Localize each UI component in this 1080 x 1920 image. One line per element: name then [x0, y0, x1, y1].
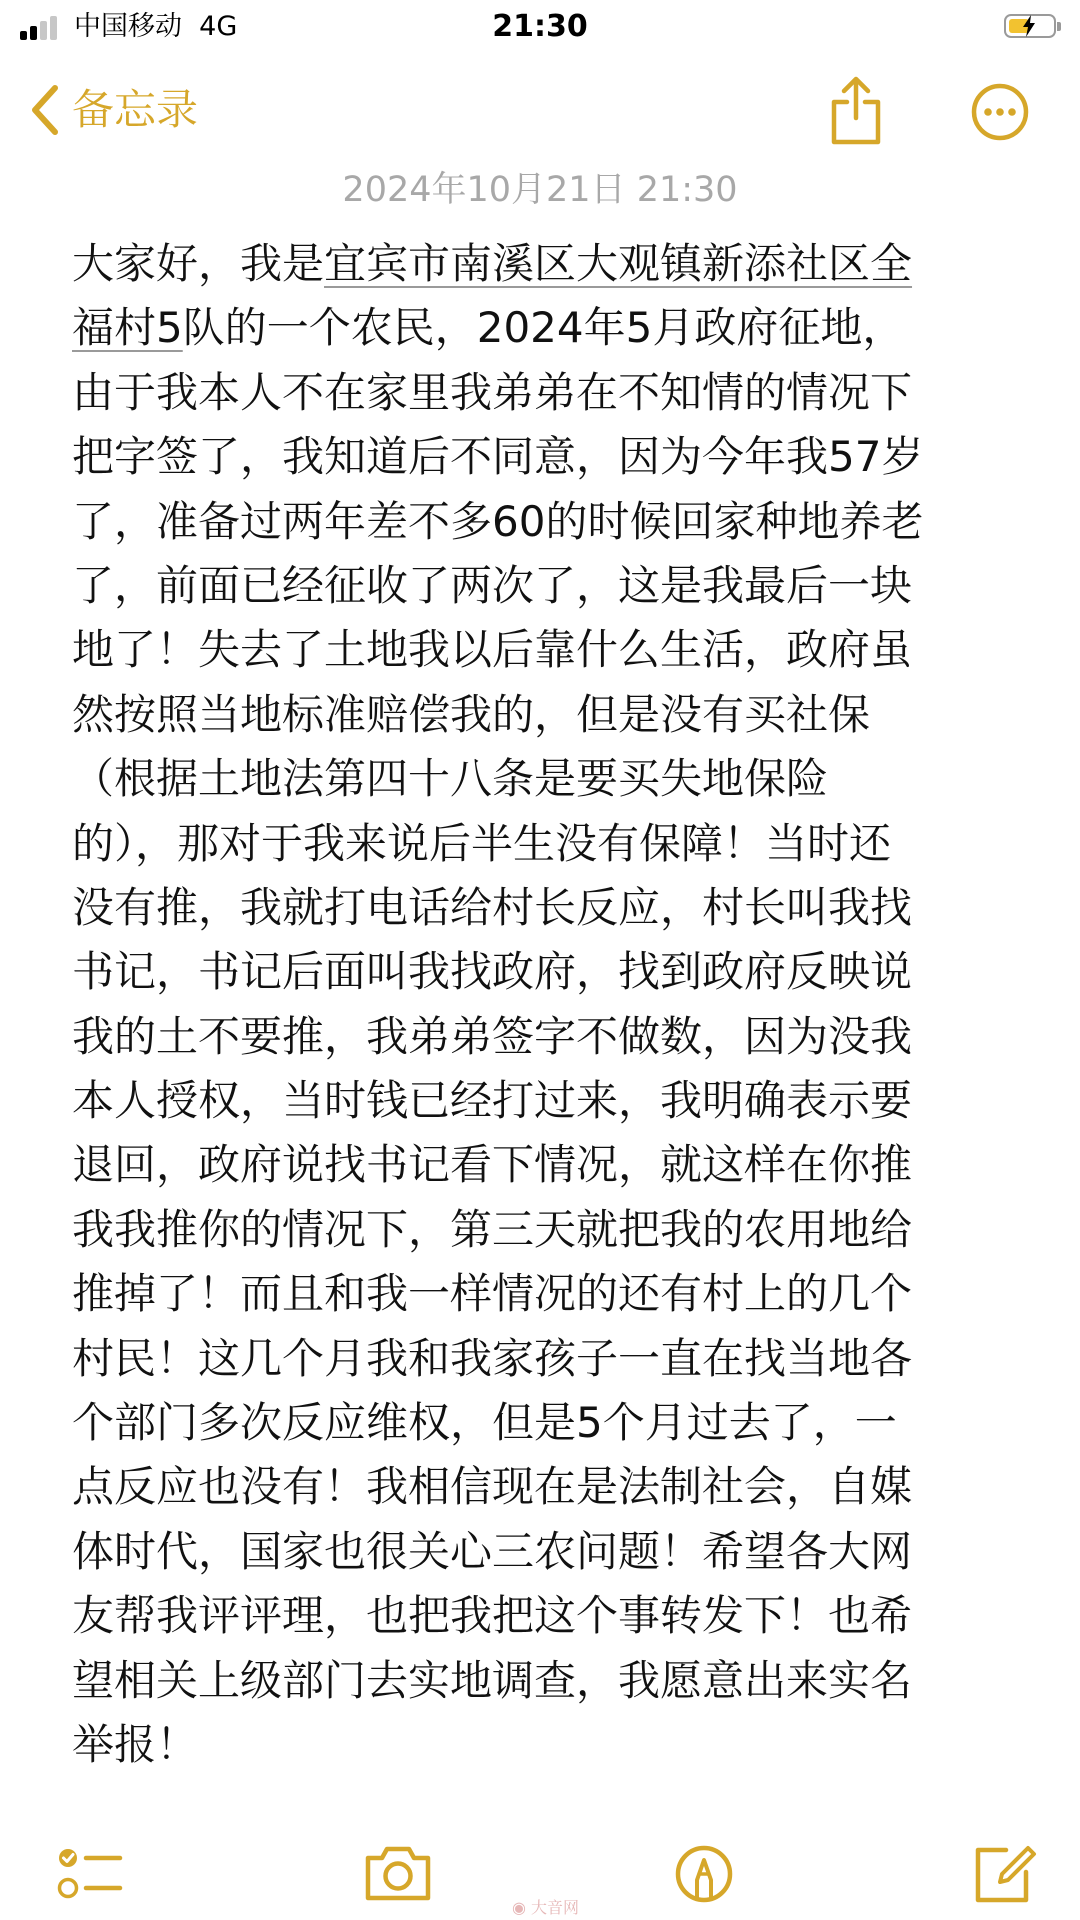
back-label: 备忘录: [72, 85, 199, 134]
share-button[interactable]: [826, 74, 886, 146]
note-date: 2024年10月21日 21:30: [342, 170, 738, 210]
note-line: 举报！: [72, 1719, 199, 1769]
note-line: 村民！这几个月我和我家孩子一直在找当地各: [72, 1333, 913, 1383]
more-button[interactable]: [970, 82, 1030, 142]
note-line: 由于我本人不在家里我弟弟在不知情的情况下: [72, 367, 913, 417]
markup-pen-icon: [668, 1836, 740, 1908]
note-line: 福村5队的一个农民，2024年5月政府征地，: [72, 303, 905, 353]
note-line: 地了！失去了土地我以后靠什么生活，政府虽: [72, 625, 913, 675]
note-line: 了，前面已经征收了两次了，这是我最后一块: [72, 560, 913, 610]
note-line: 点反应也没有！我相信现在是法制社会，自媒: [72, 1462, 913, 1512]
watermark-text: 大音网: [531, 1898, 580, 1917]
charging-bolt-icon: [1020, 14, 1038, 38]
note-line: 没有推，我就打电话给村长反应，村长叫我找: [72, 882, 913, 932]
camera-icon: [362, 1836, 434, 1908]
address-link[interactable]: 宜宾市南溪区大观镇新添社区全: [324, 239, 913, 288]
note-line: 友帮我评评理，也把我把这个事转发下！也希: [72, 1591, 913, 1641]
note-body[interactable]: [72, 232, 1012, 1777]
note-line: 个部门多次反应维权，但是5个月过去了，一: [72, 1398, 897, 1448]
network-type: 4G: [199, 11, 238, 42]
note-line: 本人授权，当时钱已经打过来，我明确表示要: [72, 1076, 913, 1126]
note-line: 我我推你的情况下，第三天就把我的农用地给: [72, 1204, 913, 1254]
camera-button[interactable]: [362, 1836, 434, 1908]
note-line: 退回，政府说找书记看下情况，就这样在你推: [72, 1140, 913, 1190]
status-bar: [0, 0, 1080, 56]
watermark: [512, 1898, 579, 1918]
checklist-icon: [56, 1836, 126, 1908]
note-line: 然按照当地标准赔偿我的，但是没有买社保: [72, 689, 871, 739]
markup-button[interactable]: [668, 1836, 740, 1908]
compose-icon: [966, 1836, 1038, 1908]
battery-icon: [1004, 14, 1056, 38]
address-link[interactable]: 福村5: [72, 303, 183, 353]
note-line: 把字签了，我知道后不同意，因为今年我57岁: [72, 432, 924, 482]
note-line: 推掉了！而且和我一样情况的还有村上的几个: [72, 1269, 913, 1319]
nav-bar: [0, 70, 1080, 150]
note-line: 的），那对于我来说后半生没有保障！当时还: [72, 818, 892, 868]
note-line: 我的土不要推，我弟弟签字不做数，因为没我: [72, 1011, 913, 1061]
note-line: （根据土地法第四十八条是要买失地保险: [72, 754, 829, 804]
note-line: 体时代，国家也很关心三农问题！希望各大网: [72, 1526, 913, 1576]
back-button[interactable]: [30, 80, 198, 140]
note-line: 了，准备过两年差不多60的时候回家种地养老: [72, 496, 924, 546]
share-icon: [826, 74, 886, 146]
carrier-name: 中国移动: [74, 11, 182, 42]
compose-button[interactable]: [966, 1836, 1038, 1908]
more-ellipsis-icon: [970, 82, 1030, 142]
checklist-button[interactable]: [56, 1836, 126, 1908]
note-line: 望相关上级部门去实地调查，我愿意出来实名: [72, 1655, 913, 1705]
note-line: 大家好，我是宜宾市南溪区大观镇新添社区全: [72, 239, 913, 288]
note-line: 书记，书记后面叫我找政府，找到政府反映说: [72, 947, 913, 997]
status-clock: 21:30: [492, 9, 588, 44]
chevron-left-icon: [30, 84, 60, 136]
watermark-logo-icon: ◉: [512, 1898, 532, 1917]
